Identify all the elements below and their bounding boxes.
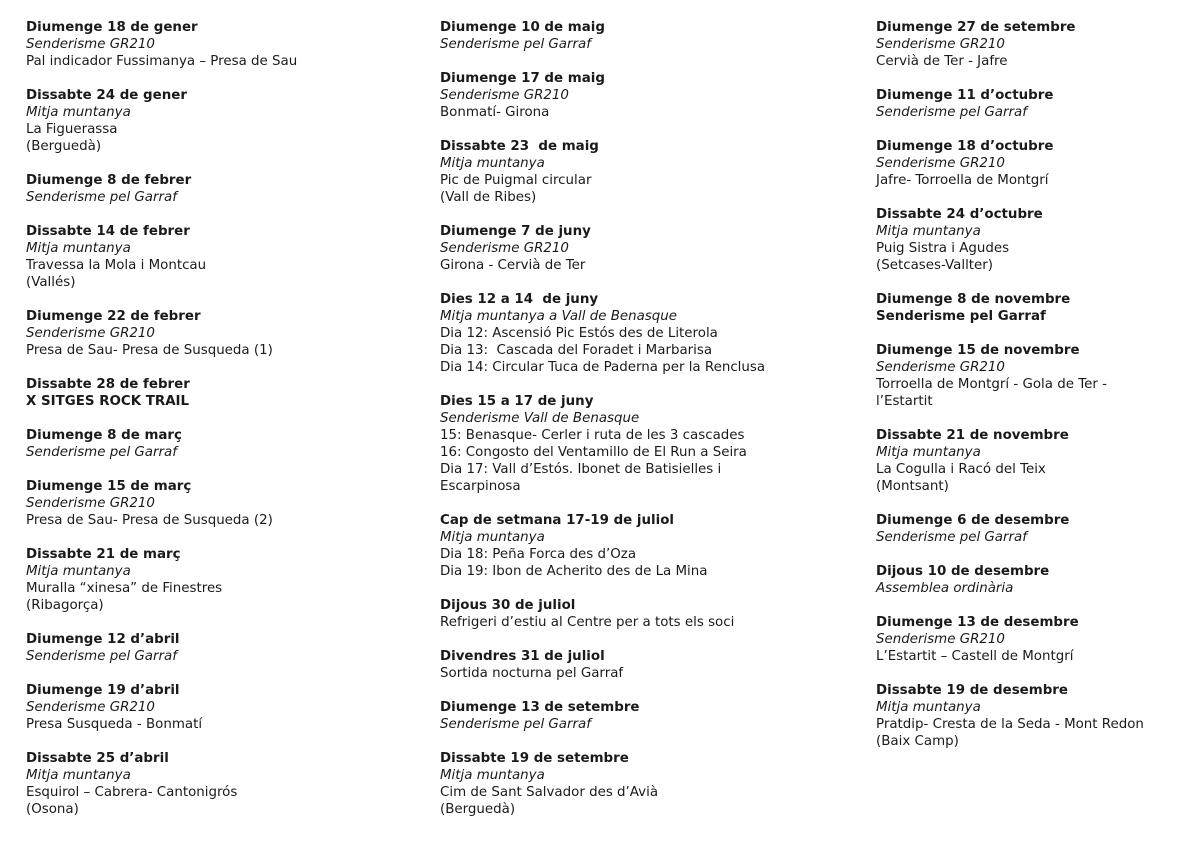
event-detail: Torroella de Montgrí - Gola de Ter - — [876, 377, 1107, 392]
event-entry — [440, 291, 860, 376]
event-detail: Travessa la Mola i Montcau — [26, 258, 207, 273]
event-entry — [26, 172, 426, 206]
event-entry — [26, 223, 426, 291]
event-date: Dissabte 19 de desembre — [876, 683, 1068, 698]
event-entry — [26, 546, 426, 614]
event-entry — [26, 631, 426, 665]
calendar-column-1 — [26, 19, 426, 835]
event-detail: Cim de Sant Salvador des d’Avià — [440, 785, 659, 800]
event-detail: Puig Sistra i Agudes — [876, 241, 1010, 256]
event-date: Diumenge 18 de gener — [26, 20, 198, 35]
event-category: Senderisme GR210 — [26, 326, 155, 341]
event-detail: Dia 12: Ascensió Pic Estós des de Literola — [440, 326, 718, 341]
event-detail: (Ribagorça) — [26, 598, 104, 613]
event-date: Dissabte 24 de gener — [26, 88, 187, 103]
event-date: Diumenge 15 de març — [26, 479, 192, 494]
event-category: Senderisme GR210 — [876, 156, 1005, 171]
event-date: Diumenge 12 d’abril — [26, 632, 180, 647]
event-date: Diumenge 8 de novembre — [876, 292, 1071, 307]
event-entry — [876, 291, 1181, 325]
event-date: Dies 12 a 14 de juny — [440, 292, 599, 307]
event-detail: (Montsant) — [876, 479, 949, 494]
event-category: Assemblea ordinària — [876, 581, 1014, 596]
event-detail: Pratdip- Cresta de la Seda - Mont Redon — [876, 717, 1144, 732]
event-date: Dissabte 21 de novembre — [876, 428, 1069, 443]
event-entry — [440, 393, 860, 495]
event-date: Dissabte 19 de setembre — [440, 751, 629, 766]
event-category: Senderisme GR210 — [440, 241, 569, 256]
event-category: Senderisme GR210 — [26, 700, 155, 715]
event-category: Senderisme GR210 — [26, 496, 155, 511]
event-date: Dijous 30 de juliol — [440, 598, 576, 613]
event-detail: Jafre- Torroella de Montgrí — [876, 173, 1049, 188]
event-detail: Esquirol – Cabrera- Cantonigrós — [26, 785, 238, 800]
event-entry — [26, 427, 426, 461]
event-category: Senderisme Vall de Benasque — [440, 411, 640, 426]
event-detail: Pal indicador Fussimanya – Presa de Sau — [26, 54, 298, 69]
event-category: Senderisme pel Garraf — [440, 717, 591, 732]
event-detail: Cervià de Ter - Jafre — [876, 54, 1008, 69]
event-detail: Dia 18: Peña Forca des d’Oza — [440, 547, 637, 562]
event-detail: Dia 19: Ibon de Acherito des de La Mina — [440, 564, 708, 579]
event-date: Diumenge 18 d’octubre — [876, 139, 1054, 154]
event-date: Diumenge 15 de novembre — [876, 343, 1080, 358]
event-date: Dissabte 24 d’octubre — [876, 207, 1043, 222]
event-date: Dissabte 28 de febrer — [26, 377, 190, 392]
event-date: Divendres 31 de juliol — [440, 649, 605, 664]
event-detail: Dia 17: Vall d’Estós. Ibonet de Batisielles i — [440, 462, 722, 477]
event-detail: l’Estartit — [876, 394, 933, 409]
event-entry — [440, 223, 860, 274]
event-detail: (Setcases-Vallter) — [876, 258, 994, 273]
event-entry — [440, 699, 860, 733]
event-entry — [440, 138, 860, 206]
event-detail: La Figuerassa — [26, 122, 118, 137]
event-date: Diumenge 13 de desembre — [876, 615, 1079, 630]
event-entry — [440, 512, 860, 580]
calendar-column-3 — [876, 19, 1181, 767]
calendar-column-2 — [440, 19, 860, 835]
event-detail: L’Estartit – Castell de Montgrí — [876, 649, 1074, 664]
event-date: Diumenge 13 de setembre — [440, 700, 640, 715]
event-category: Mitja muntanya — [26, 241, 131, 256]
event-date: Diumenge 11 d’octubre — [876, 88, 1054, 103]
event-detail: 15: Benasque- Cerler i ruta de les 3 cascades — [440, 428, 745, 443]
event-entry — [26, 87, 426, 155]
event-detail: 16: Congosto del Ventamillo de El Run a Seira — [440, 445, 747, 460]
event-category: Senderisme GR210 — [440, 88, 569, 103]
event-detail: Girona - Cervià de Ter — [440, 258, 586, 273]
event-date: Diumenge 17 de maig — [440, 71, 605, 86]
event-detail: (Vall de Ribes) — [440, 190, 537, 205]
event-detail: (Berguedà) — [26, 139, 102, 154]
event-detail: Sortida nocturna pel Garraf — [440, 666, 624, 681]
event-entry — [26, 376, 426, 410]
event-detail: (Osona) — [26, 802, 79, 817]
event-detail: Dia 14: Circular Tuca de Paderna per la Renclusa — [440, 360, 766, 375]
event-category: Mitja muntanya — [440, 530, 545, 545]
event-date: Dies 15 a 17 de juny — [440, 394, 594, 409]
event-date: Diumenge 8 de març — [26, 428, 182, 443]
event-entry — [876, 87, 1181, 121]
event-category: Mitja muntanya — [876, 700, 981, 715]
event-date: Dissabte 25 d’abril — [26, 751, 169, 766]
event-detail: (Berguedà) — [440, 802, 516, 817]
event-category: Senderisme pel Garraf — [876, 309, 1046, 324]
event-entry — [876, 682, 1181, 750]
event-category: Senderisme pel Garraf — [26, 190, 177, 205]
event-date: Dissabte 14 de febrer — [26, 224, 190, 239]
event-category: Mitja muntanya — [876, 445, 981, 460]
event-detail: (Vallés) — [26, 275, 76, 290]
event-category: Senderisme GR210 — [876, 360, 1005, 375]
event-detail: Presa de Sau- Presa de Susqueda (2) — [26, 513, 273, 528]
event-entry — [26, 750, 426, 818]
event-date: Dijous 10 de desembre — [876, 564, 1050, 579]
event-date: Diumenge 8 de febrer — [26, 173, 192, 188]
event-entry — [876, 342, 1181, 410]
event-entry — [440, 70, 860, 121]
event-category: Mitja muntanya a Vall de Benasque — [440, 309, 678, 324]
event-category: Mitja muntanya — [440, 156, 545, 171]
event-date: Diumenge 6 de desembre — [876, 513, 1070, 528]
event-detail: Escarpinosa — [440, 479, 521, 494]
event-entry — [440, 648, 860, 682]
event-date: Diumenge 10 de maig — [440, 20, 605, 35]
event-date: Diumenge 27 de setembre — [876, 20, 1076, 35]
event-entry — [876, 206, 1181, 274]
event-detail: Muralla “xinesa” de Finestres — [26, 581, 223, 596]
event-entry — [876, 19, 1181, 70]
event-date: Cap de setmana 17-19 de juliol — [440, 513, 675, 528]
event-entry — [876, 512, 1181, 546]
event-entry — [440, 750, 860, 818]
event-category: Senderisme GR210 — [876, 632, 1005, 647]
event-category: X SITGES ROCK TRAIL — [26, 394, 190, 409]
event-detail: (Baix Camp) — [876, 734, 959, 749]
event-category: Mitja muntanya — [440, 768, 545, 783]
event-date: Diumenge 7 de juny — [440, 224, 591, 239]
event-category: Senderisme pel Garraf — [26, 649, 177, 664]
event-entry — [876, 427, 1181, 495]
event-date: Diumenge 22 de febrer — [26, 309, 201, 324]
event-detail: Bonmatí- Girona — [440, 105, 550, 120]
event-entry — [876, 563, 1181, 597]
event-entry — [440, 597, 860, 631]
event-category: Mitja muntanya — [26, 768, 131, 783]
event-entry — [876, 614, 1181, 665]
event-entry — [440, 19, 860, 53]
event-category: Senderisme GR210 — [26, 37, 155, 52]
event-date: Dissabte 23 de maig — [440, 139, 599, 154]
event-category: Senderisme pel Garraf — [440, 37, 591, 52]
event-entry — [876, 138, 1181, 189]
event-category: Senderisme GR210 — [876, 37, 1005, 52]
event-category: Mitja muntanya — [26, 105, 131, 120]
event-category: Senderisme pel Garraf — [876, 105, 1027, 120]
event-detail: Dia 13: Cascada del Foradet i Marbarisa — [440, 343, 713, 358]
event-date: Diumenge 19 d’abril — [26, 683, 180, 698]
event-category: Mitja muntanya — [26, 564, 131, 579]
event-entry — [26, 478, 426, 529]
event-detail: Pic de Puigmal circular — [440, 173, 592, 188]
event-category: Mitja muntanya — [876, 224, 981, 239]
event-date: Dissabte 21 de març — [26, 547, 181, 562]
event-detail: La Cogulla i Racó del Teix — [876, 462, 1046, 477]
event-detail: Presa de Sau- Presa de Susqueda (1) — [26, 343, 273, 358]
event-category: Senderisme pel Garraf — [876, 530, 1027, 545]
event-category: Senderisme pel Garraf — [26, 445, 177, 460]
event-entry — [26, 682, 426, 733]
event-detail: Refrigeri d’estiu al Centre per a tots els soci — [440, 615, 735, 630]
event-detail: Presa Susqueda - Bonmatí — [26, 717, 203, 732]
event-entry — [26, 19, 426, 70]
event-entry — [26, 308, 426, 359]
